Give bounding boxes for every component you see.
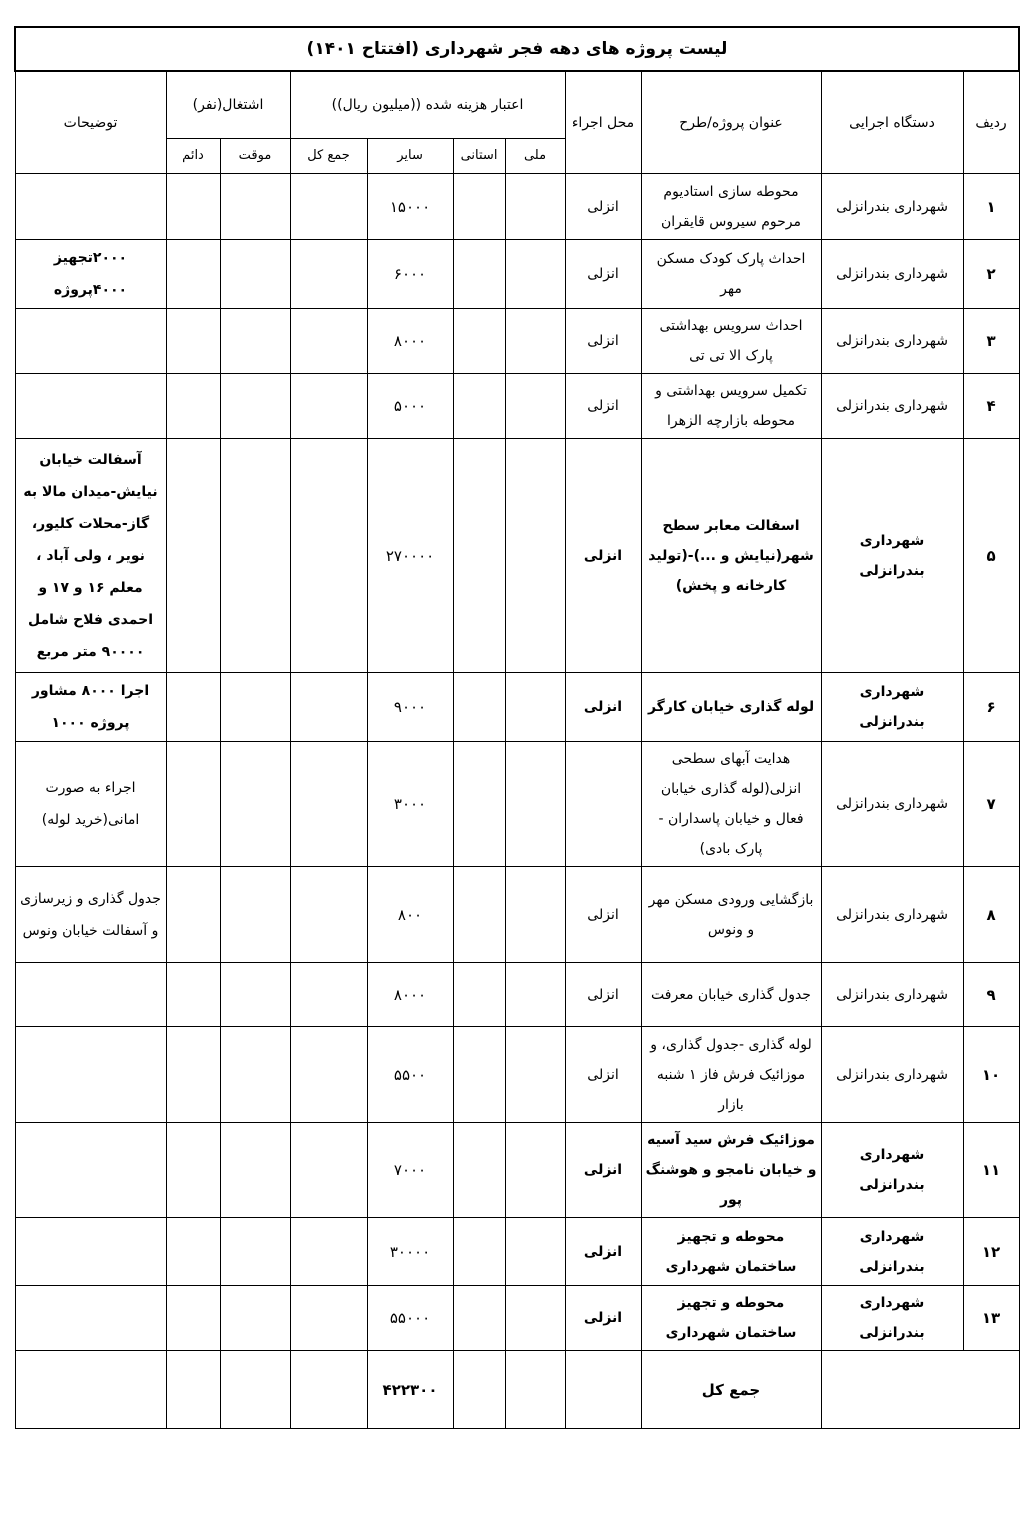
- row-ostani-cell: [453, 867, 505, 963]
- row-ostani-cell: [453, 174, 505, 240]
- row-dastgah-cell: شهرداری بندرانزلی: [821, 1218, 963, 1286]
- row-onvan-cell: موزائیک فرش سید آسیه و خیابان نامجو و هوشنگ پور: [641, 1123, 821, 1218]
- row-mahal-cell: انزلی: [565, 174, 641, 240]
- row-melli-cell: [505, 1123, 565, 1218]
- row-radif-cell: ۱۰: [963, 1027, 1019, 1123]
- row-jam-cell: [290, 174, 367, 240]
- row-movaghat-cell: [220, 1286, 290, 1351]
- row-radif-cell: ۱۳: [963, 1286, 1019, 1351]
- row-ostani-cell: [453, 1123, 505, 1218]
- row-ostani-cell: [453, 1027, 505, 1123]
- row-jam-cell: [290, 374, 367, 439]
- row-melli-cell: [505, 1218, 565, 1286]
- row-sayer-cell: ۸۰۰: [367, 867, 453, 963]
- projects-table: [14, 26, 1020, 1429]
- row-melli-cell: [505, 1027, 565, 1123]
- row-sayer-cell: ۵۰۰۰: [367, 374, 453, 439]
- row-melli-cell: [505, 742, 565, 867]
- row-daem-cell: [166, 439, 220, 673]
- row-daem-cell: [166, 1218, 220, 1286]
- header-melli: ملی: [505, 139, 565, 174]
- row-melli-cell: [505, 867, 565, 963]
- row-dastgah-cell: شهرداری بندرانزلی: [821, 1123, 963, 1218]
- row-jam-cell: [290, 1218, 367, 1286]
- row-sayer-cell: ۵۵۰۰۰: [367, 1286, 453, 1351]
- row-sayer-cell: ۹۰۰۰: [367, 673, 453, 742]
- header-movaghat: موقت: [220, 139, 290, 174]
- row-melli-cell: [505, 963, 565, 1027]
- total-mahal: [565, 1351, 641, 1429]
- row-ostani-cell: [453, 240, 505, 309]
- row-movaghat-cell: [220, 867, 290, 963]
- row-melli-cell: [505, 309, 565, 374]
- row-movaghat-cell: [220, 174, 290, 240]
- row-tozihat-cell: [15, 1218, 166, 1286]
- table-row: [15, 1286, 1019, 1351]
- row-tozihat-cell: اجرا ۸۰۰۰ مشاور پروژه ۱۰۰۰: [15, 673, 166, 742]
- total-jam: [290, 1351, 367, 1429]
- row-daem-cell: [166, 1027, 220, 1123]
- row-onvan-cell: هدایت آبهای سطحی انزلی(لوله گذاری خیابان فعال و خیابان پاسداران - پارک بادی): [641, 742, 821, 867]
- row-onvan-cell: لوله گذاری -جدول گذاری، و موزائیک فرش فاز ۱ شنبه بازار: [641, 1027, 821, 1123]
- row-radif-cell: ۷: [963, 742, 1019, 867]
- total-spacer: [821, 1351, 1019, 1429]
- header-tozihat: توضیحات: [15, 71, 166, 174]
- row-mahal-cell: انزلی: [565, 963, 641, 1027]
- table-row: [15, 174, 1019, 240]
- row-dastgah-cell: شهرداری بندرانزلی: [821, 963, 963, 1027]
- row-melli-cell: [505, 673, 565, 742]
- table-row: [15, 1123, 1019, 1218]
- total-movaghat: [220, 1351, 290, 1429]
- row-sayer-cell: ۳۰۰۰۰: [367, 1218, 453, 1286]
- row-radif-cell: ۲: [963, 240, 1019, 309]
- row-radif-cell: ۹: [963, 963, 1019, 1027]
- row-radif-cell: ۸: [963, 867, 1019, 963]
- row-onvan-cell: جدول گذاری خیابان معرفت: [641, 963, 821, 1027]
- row-jam-cell: [290, 673, 367, 742]
- row-onvan-cell: محوطه و تجهیز ساختمان شهرداری: [641, 1218, 821, 1286]
- row-daem-cell: [166, 309, 220, 374]
- row-mahal-cell: انزلی: [565, 1027, 641, 1123]
- row-movaghat-cell: [220, 1218, 290, 1286]
- row-sayer-cell: ۲۷۰۰۰۰: [367, 439, 453, 673]
- row-mahal-cell: انزلی: [565, 309, 641, 374]
- header-jam: جمع کل: [290, 139, 367, 174]
- row-movaghat-cell: [220, 742, 290, 867]
- row-movaghat-cell: [220, 1123, 290, 1218]
- document-title: لیست پروژه های دهه فجر شهرداری (افتتاح ۱۴۰۱): [15, 27, 1019, 71]
- row-tozihat-cell: ۲۰۰۰تجهیز ۴۰۰۰پروژه: [15, 240, 166, 309]
- row-tozihat-cell: اجراء به صورت امانی(خرید لوله): [15, 742, 166, 867]
- row-daem-cell: [166, 374, 220, 439]
- row-jam-cell: [290, 1286, 367, 1351]
- row-jam-cell: [290, 742, 367, 867]
- row-tozihat-cell: [15, 1027, 166, 1123]
- row-onvan-cell: احداث سرویس بهداشتی پارک الا تی تی: [641, 309, 821, 374]
- header-daem: دائم: [166, 139, 220, 174]
- total-sayer: ۴۲۲۳۰۰: [367, 1351, 453, 1429]
- row-dastgah-cell: شهرداری بندرانزلی: [821, 1286, 963, 1351]
- row-jam-cell: [290, 1027, 367, 1123]
- row-melli-cell: [505, 374, 565, 439]
- row-tozihat-cell: [15, 374, 166, 439]
- row-daem-cell: [166, 963, 220, 1027]
- total-tozihat: [15, 1351, 166, 1429]
- total-label: جمع کل: [641, 1351, 821, 1429]
- total-ostani: [453, 1351, 505, 1429]
- row-dastgah-cell: شهرداری بندرانزلی: [821, 673, 963, 742]
- row-radif-cell: ۶: [963, 673, 1019, 742]
- row-movaghat-cell: [220, 240, 290, 309]
- row-sayer-cell: ۵۵۰۰: [367, 1027, 453, 1123]
- row-dastgah-cell: شهرداری بندرانزلی: [821, 867, 963, 963]
- row-onvan-cell: لوله گذاری خیابان کارگر: [641, 673, 821, 742]
- row-ostani-cell: [453, 742, 505, 867]
- row-daem-cell: [166, 742, 220, 867]
- row-ostani-cell: [453, 309, 505, 374]
- row-radif-cell: ۴: [963, 374, 1019, 439]
- total-melli: [505, 1351, 565, 1429]
- row-tozihat-cell: [15, 1123, 166, 1218]
- row-daem-cell: [166, 1123, 220, 1218]
- row-onvan-cell: بازگشایی ورودی مسکن مهر و ونوس: [641, 867, 821, 963]
- row-movaghat-cell: [220, 963, 290, 1027]
- table-row: [15, 439, 1019, 673]
- total-daem: [166, 1351, 220, 1429]
- row-mahal-cell: انزلی: [565, 240, 641, 309]
- row-daem-cell: [166, 240, 220, 309]
- table-row: [15, 742, 1019, 867]
- row-jam-cell: [290, 867, 367, 963]
- row-onvan-cell: محوطه سازی استادیوم مرحوم سیروس قایقران: [641, 174, 821, 240]
- row-sayer-cell: ۷۰۰۰: [367, 1123, 453, 1218]
- row-radif-cell: ۱۱: [963, 1123, 1019, 1218]
- table-row: [15, 309, 1019, 374]
- row-mahal-cell: انزلی: [565, 867, 641, 963]
- row-dastgah-cell: شهرداری بندرانزلی: [821, 174, 963, 240]
- row-ostani-cell: [453, 673, 505, 742]
- row-radif-cell: ۱۲: [963, 1218, 1019, 1286]
- row-mahal-cell: انزلی: [565, 1218, 641, 1286]
- row-sayer-cell: ۱۵۰۰۰: [367, 174, 453, 240]
- row-movaghat-cell: [220, 309, 290, 374]
- row-daem-cell: [166, 867, 220, 963]
- row-dastgah-cell: شهرداری بندرانزلی: [821, 1027, 963, 1123]
- row-movaghat-cell: [220, 1027, 290, 1123]
- row-mahal-cell: انزلی: [565, 439, 641, 673]
- table-row: [15, 963, 1019, 1027]
- table-row: [15, 867, 1019, 963]
- row-mahal-cell: [565, 742, 641, 867]
- row-onvan-cell: محوطه و تجهیز ساختمان شهرداری: [641, 1286, 821, 1351]
- header-ostani: استانی: [453, 139, 505, 174]
- row-mahal-cell: انزلی: [565, 1123, 641, 1218]
- row-tozihat-cell: [15, 174, 166, 240]
- row-movaghat-cell: [220, 439, 290, 673]
- row-onvan-cell: تکمیل سرویس بهداشتی و محوطه بازارچه الزهرا: [641, 374, 821, 439]
- row-onvan-cell: احداث پارک کودک مسکن مهر: [641, 240, 821, 309]
- row-radif-cell: ۱: [963, 174, 1019, 240]
- row-melli-cell: [505, 174, 565, 240]
- table-row: [15, 673, 1019, 742]
- row-ostani-cell: [453, 439, 505, 673]
- row-jam-cell: [290, 240, 367, 309]
- table-body: [15, 174, 1019, 1351]
- row-tozihat-cell: جدول گذاری و زیرسازی و آسفالت خیابان ونوس: [15, 867, 166, 963]
- row-jam-cell: [290, 439, 367, 673]
- row-jam-cell: [290, 963, 367, 1027]
- header-radif: ردیف: [963, 71, 1019, 174]
- row-radif-cell: ۳: [963, 309, 1019, 374]
- row-melli-cell: [505, 439, 565, 673]
- row-ostani-cell: [453, 374, 505, 439]
- header-onvan: عنوان پروژه/طرح: [641, 71, 821, 174]
- row-sayer-cell: ۶۰۰۰: [367, 240, 453, 309]
- row-ostani-cell: [453, 963, 505, 1027]
- row-tozihat-cell: آسفالت خیابان نیایش-میدان مالا به گاز-محلات کلیور، نویر ، ولی آباد ، معلم ۱۶ و ۱۷ و احمدی فلاح شامل ۹۰۰۰۰ متر مربع: [15, 439, 166, 673]
- header-dastgah: دستگاه اجرایی: [821, 71, 963, 174]
- row-dastgah-cell: شهرداری بندرانزلی: [821, 240, 963, 309]
- row-daem-cell: [166, 1286, 220, 1351]
- row-movaghat-cell: [220, 374, 290, 439]
- header-sayer: سایر: [367, 139, 453, 174]
- row-daem-cell: [166, 174, 220, 240]
- row-onvan-cell: اسفالت معابر سطح شهر(نیایش و ...)-(تولید کارخانه و پخش): [641, 439, 821, 673]
- header-mahal: محل اجراء: [565, 71, 641, 174]
- row-tozihat-cell: [15, 1286, 166, 1351]
- table-row: [15, 240, 1019, 309]
- header-etebar: اعتبار هزینه شده ((میلیون ریال)): [290, 71, 565, 139]
- header-eshteghal: اشتغال(نفر): [166, 71, 290, 139]
- table-row: [15, 374, 1019, 439]
- row-dastgah-cell: شهرداری بندرانزلی: [821, 742, 963, 867]
- table-row: [15, 1027, 1019, 1123]
- row-melli-cell: [505, 1286, 565, 1351]
- row-sayer-cell: ۸۰۰۰: [367, 963, 453, 1027]
- row-dastgah-cell: شهرداری بندرانزلی: [821, 309, 963, 374]
- row-sayer-cell: ۳۰۰۰: [367, 742, 453, 867]
- row-daem-cell: [166, 673, 220, 742]
- row-melli-cell: [505, 240, 565, 309]
- row-radif-cell: ۵: [963, 439, 1019, 673]
- row-sayer-cell: ۸۰۰۰: [367, 309, 453, 374]
- row-mahal-cell: انزلی: [565, 374, 641, 439]
- row-mahal-cell: انزلی: [565, 673, 641, 742]
- row-dastgah-cell: شهرداری بندرانزلی: [821, 374, 963, 439]
- project-list-document: [14, 26, 1018, 1429]
- row-tozihat-cell: [15, 309, 166, 374]
- row-mahal-cell: انزلی: [565, 1286, 641, 1351]
- row-dastgah-cell: شهرداری بندرانزلی: [821, 439, 963, 673]
- table-row: [15, 1218, 1019, 1286]
- row-ostani-cell: [453, 1218, 505, 1286]
- row-movaghat-cell: [220, 673, 290, 742]
- row-jam-cell: [290, 1123, 367, 1218]
- row-jam-cell: [290, 309, 367, 374]
- row-ostani-cell: [453, 1286, 505, 1351]
- row-tozihat-cell: [15, 963, 166, 1027]
